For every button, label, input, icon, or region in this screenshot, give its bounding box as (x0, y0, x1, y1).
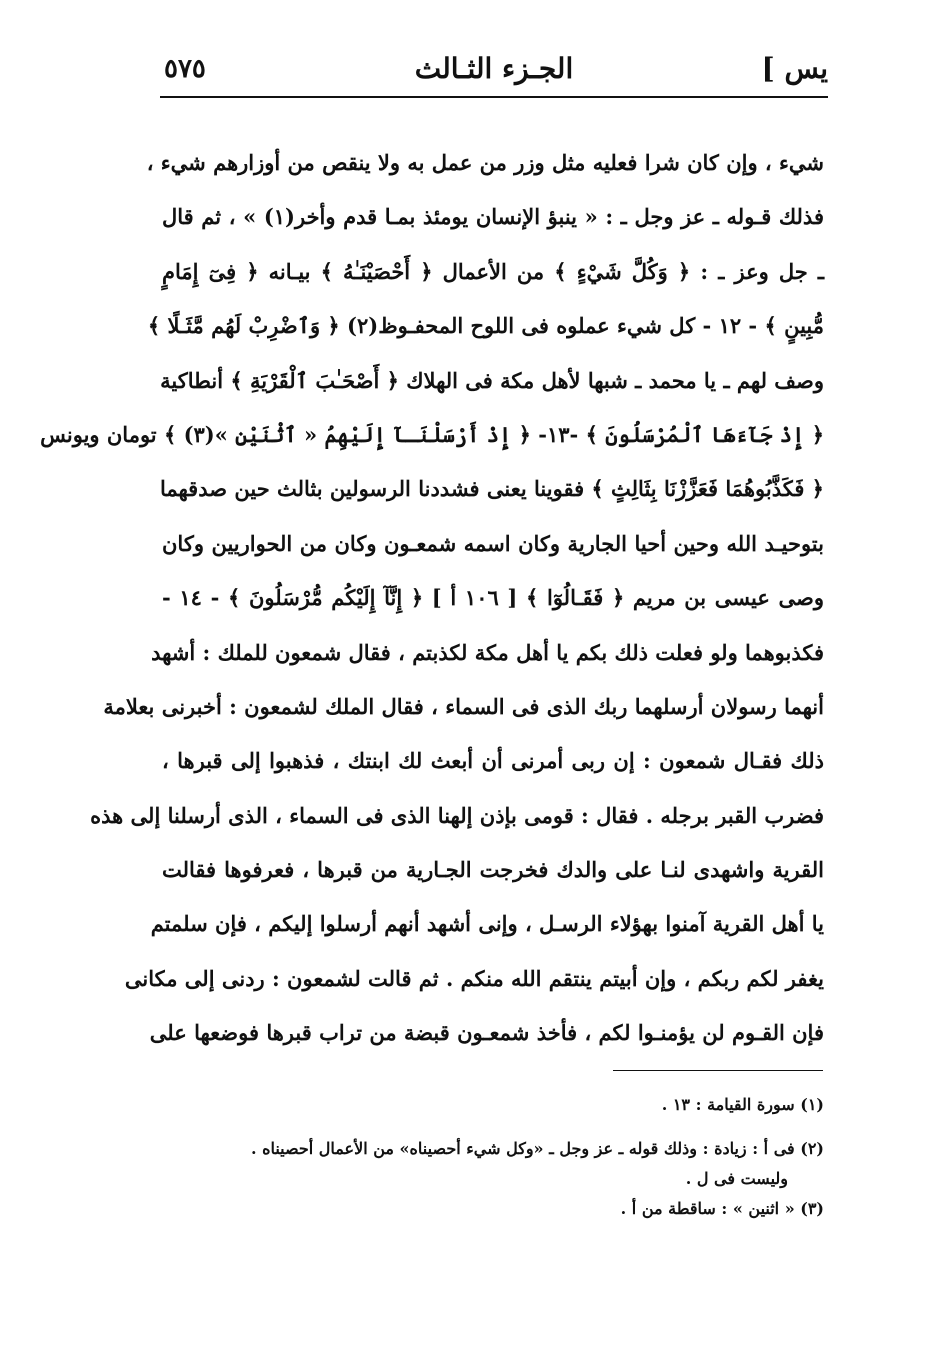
footnotes (162, 1090, 824, 1224)
page-number: ٥٧٥ (164, 54, 206, 84)
text-line: ـ جل وعز ـ : ﴿ وَكُلَّ شَيْءٍ ﴾ من الأعمال ﴿ أَحْصَيْنَـٰهُ ﴾ بيـانه ﴿ فِىٓ إِمَامٍ (162, 258, 824, 284)
text-line: أنهما رسولان أرسلهما ربك الذى فى السماء ، فقال الملك لشمعون : أخبرنى بعلامة (103, 693, 824, 719)
text-line: فإن القـوم لن يؤمنـوا لكم ، فأخذ شمعـون قبضة من تراب قبرها فوضعها على (149, 1020, 824, 1046)
running-header-title: الجـزء الثـالث (414, 52, 574, 85)
footnote-2: (٢) فى أ : زيادة : وذلك قوله ـ عز وجل ـ «وكل شيء أحصيناه» من الأعمال أحصيناه . (250, 1139, 824, 1158)
text-line: بتوحيـد الله وحين أحيا الجارية وكان اسمه شمعـون وكان من الحواريين وكان (162, 530, 824, 556)
text-line: ﴿ إِذْ جَآءَهَا ٱلْمُرْسَلُونَ ﴾ -١٣- ﴿ إِذْ أَرْسَلْنَـآ إِلَيْهِمُ « ٱثْنَيْنِ »(٣) ﴾ تومان ويونس (40, 421, 824, 447)
running-header (160, 48, 828, 92)
text-line: مُّبِينٍ ﴾ - ١٢ - كل شيء عملوه فى اللوح المحفـوظ(٢) ﴿ وَٱضْرِبْ لَهُم مَّثَـلًا ﴾ (147, 313, 824, 339)
text-line: ﴿ فَكَذَّبُوهُمَا فَعَزَّزْنَا بِثَالِثٍ ﴾ فقوينا يعنى فشددنا الرسولين بثالث حين صدقهما (159, 476, 824, 502)
text-line: يغفر لكم ربكم ، وإن أبيتم ينتقم الله منكم . ثم قالت لشمعون : ردنى إلى مكانى (124, 965, 824, 991)
header-divider (160, 96, 828, 98)
text-line: فضرب القبر برجله . فقال : قومى بإذن إلهنا الذى فى السماء ، الذى أرسلنا إلى هذه (90, 802, 824, 828)
header-bracket: ] (761, 52, 775, 85)
text-line: يا أهل القرية آمنوا بهؤلاء الرسـل ، وإنى أشهد أنهم أرسلوا إليكم ، فإن سلمتم (150, 911, 824, 937)
footnote-divider (613, 1070, 823, 1071)
text-line: فكذبوهما ولو فعلت ذلك بكم يا أهل مكة لكذبتم ، فقال شمعون للملك : أشهد (151, 639, 824, 665)
commentary-body (40, 136, 824, 1061)
footnote-3: (٣) « اثنين » : ساقطة من أ . (620, 1199, 824, 1218)
text-line: وصف لهم ـ يا محمد ـ شبها لأهل مكة فى الهلاك ﴿ أَصْحَـٰبَ ٱلْقَرْيَةِ ﴾ أنطاكية (160, 367, 824, 393)
text-line: ذلك فقـال شمعون : إن ربى أمرنى أن أبعث لك ابنتك ، فذهبوا إلى قبرها ، (162, 748, 824, 774)
text-line: فذلك قـوله ـ عز وجل ـ : « ينبؤ الإنسان يومئذ بمـا قدم وأخر(١) » ، ثم قال (162, 204, 824, 230)
text-line: وصى عيسى بن مريم ﴿ فَقَـالُوٓا ﴾ [ ١٠٦ أ ] ﴿ إِنَّآ إِلَيْكُم مُّرْسَلُونَ ﴾ - ١٤ - (162, 585, 824, 611)
footnote-1: (١) سورة القيامة : ١٣ . (661, 1095, 824, 1114)
footnote-2-continuation: وليست فى ل . (685, 1169, 788, 1188)
text-line: شيء ، وإن كان شرا فعليه مثل وزر من عمل به ولا ينقص من أوزارهم شيء ، (146, 150, 824, 175)
surah-name: يس (784, 52, 828, 85)
text-line: القرية واشهدى لنـا على والدك فخرجت الجـارية من قبرها ، فعرفوها فقالت (162, 857, 824, 883)
